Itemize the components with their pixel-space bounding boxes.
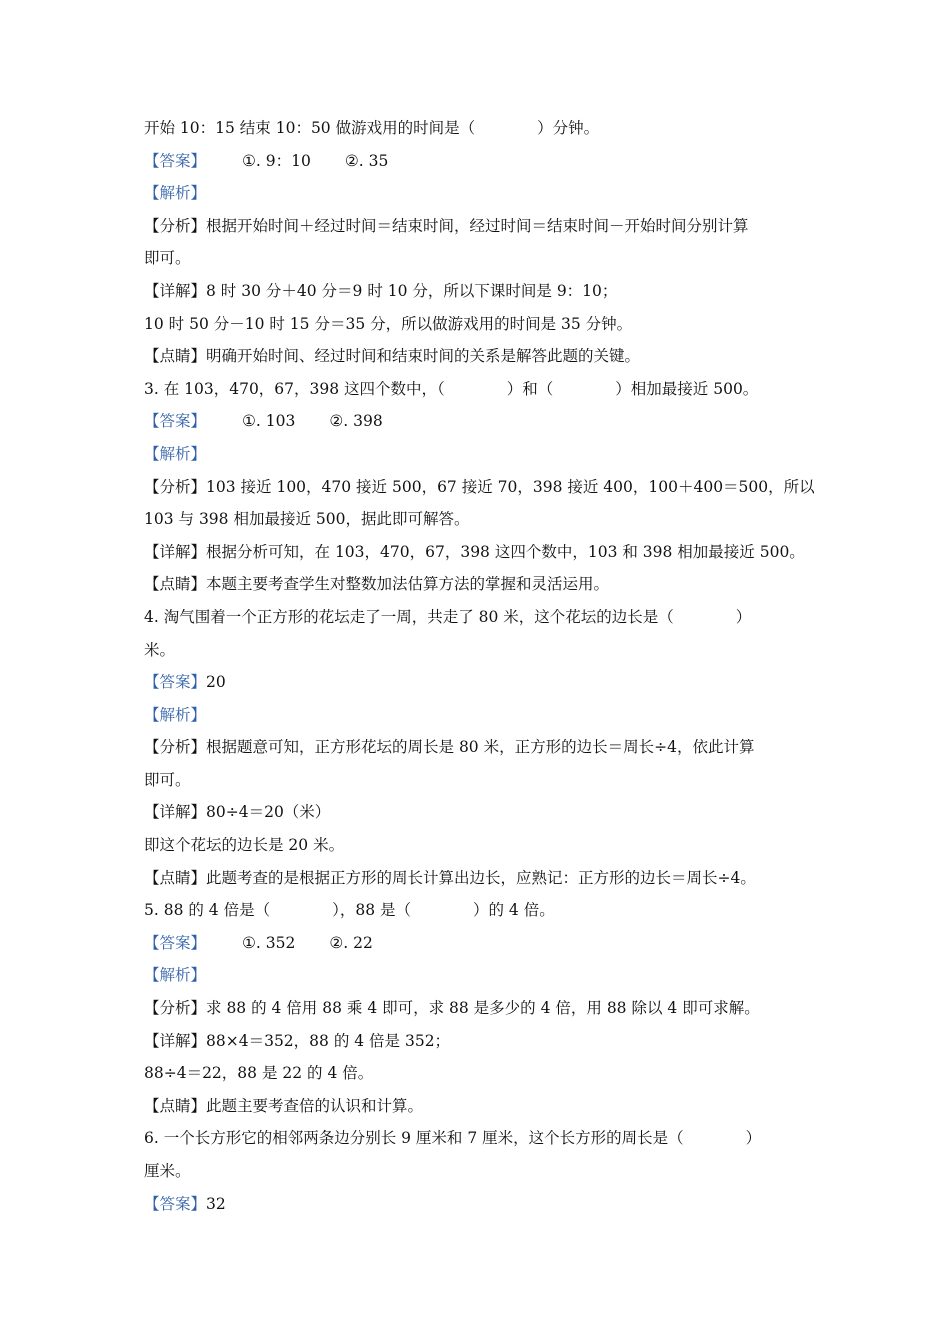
q4-fenxi-2: 即可。 xyxy=(144,770,191,789)
q2-xiangjie-2: 10 时 50 分－10 时 15 分＝35 分，所以做游戏用的时间是 35 分钟。 xyxy=(144,314,633,333)
dianjing-label: 【点睛】 xyxy=(144,575,207,594)
xiangjie-label: 【详解】 xyxy=(144,1031,207,1050)
xiangjie-text: 根据分析可知，在 103，470，67，398 这四个数中，103 和 398 相加最接近 500。 xyxy=(206,542,805,561)
q2-xiangjie-1 xyxy=(144,275,824,308)
q5-answer xyxy=(144,927,824,960)
answer-value: 20 xyxy=(206,673,226,692)
xiangjie-label: 【详解】 xyxy=(144,803,207,822)
dianjing-label: 【点睛】 xyxy=(144,347,207,366)
answer-label: 【答案】 xyxy=(144,1194,207,1213)
page-content xyxy=(144,112,824,1220)
fenxi-label: 【分析】 xyxy=(144,999,207,1018)
answer-value-1: ①. 9：10 xyxy=(242,151,311,170)
q3-fenxi-1 xyxy=(144,471,824,504)
q5-analysis-heading: 【解析】 xyxy=(144,966,207,985)
q5-question: 5. 88 的 4 倍是（ ），88 是（ ）的 4 倍。 xyxy=(144,901,555,920)
xiangjie-text: 88×4＝352，88 的 4 倍是 352； xyxy=(206,1031,451,1050)
q4-dianjing xyxy=(144,862,824,895)
q2-fenxi-2: 即可。 xyxy=(144,249,191,268)
q3-fenxi-2: 103 与 398 相加最接近 500，据此即可解答。 xyxy=(144,510,470,529)
q4-fenxi-1 xyxy=(144,731,824,764)
dianjing-text: 此题考查的是根据正方形的周长计算出边长，应熟记：正方形的边长＝周长÷4。 xyxy=(206,868,756,887)
dianjing-text: 此题主要考查倍的认识和计算。 xyxy=(206,1096,424,1115)
answer-label: 【答案】 xyxy=(144,933,207,952)
q4-answer xyxy=(144,666,824,699)
dianjing-text: 明确开始时间、经过时间和结束时间的关系是解答此题的关键。 xyxy=(206,347,641,366)
answer-value-1: ①. 352 xyxy=(242,933,296,952)
q3-dianjing xyxy=(144,568,824,601)
answer-value: 32 xyxy=(206,1194,226,1213)
q2-answer xyxy=(144,145,824,178)
fenxi-text: 根据开始时间＋经过时间＝结束时间，经过时间＝结束时间－开始时间分别计算 xyxy=(206,216,749,235)
q6-question-2: 厘米。 xyxy=(144,1162,191,1180)
q4-question-2: 米。 xyxy=(144,640,176,659)
fenxi-label: 【分析】 xyxy=(144,216,207,235)
xiangjie-text: 8 时 30 分＋40 分＝9 时 10 分，所以下课时间是 9：10； xyxy=(206,281,618,300)
fenxi-label: 【分析】 xyxy=(144,738,207,757)
dianjing-label: 【点睛】 xyxy=(144,1096,207,1115)
q5-xiangjie-1 xyxy=(144,1025,824,1058)
q4-xiangjie-2: 即这个花坛的边长是 20 米。 xyxy=(144,836,345,855)
answer-label: 【答案】 xyxy=(144,151,207,170)
q4-question-1: 4. 淘气围着一个正方形的花坛走了一周，共走了 80 米，这个花坛的边长是（ ） xyxy=(144,607,752,626)
xiangjie-label: 【详解】 xyxy=(144,542,207,561)
dianjing-text: 本题主要考查学生对整数加法估算方法的掌握和灵活运用。 xyxy=(206,575,610,594)
answer-value-2: ②. 22 xyxy=(329,933,373,952)
q3-xiangjie-1 xyxy=(144,536,824,569)
answer-value-2: ②. 35 xyxy=(344,151,389,170)
fenxi-label: 【分析】 xyxy=(144,477,207,496)
fenxi-text: 103 接近 100，470 接近 500，67 接近 70，398 接近 400，100＋400＝500，所以 xyxy=(206,477,815,496)
q5-fenxi-1 xyxy=(144,992,824,1025)
q2-question: 开始 10：15 结束 10：50 做游戏用的时间是（ ）分钟。 xyxy=(144,119,600,137)
q4-xiangjie-1 xyxy=(144,796,824,829)
answer-value-2: ②. 398 xyxy=(329,412,383,431)
q5-xiangjie-2: 88÷4＝22，88 是 22 的 4 倍。 xyxy=(144,1064,374,1083)
q5-dianjing xyxy=(144,1090,824,1123)
q2-analysis-heading: 【解析】 xyxy=(144,184,207,203)
q2-dianjing xyxy=(144,340,824,373)
q2-fenxi-1 xyxy=(144,210,824,243)
fenxi-text: 求 88 的 4 倍用 88 乘 4 即可，求 88 是多少的 4 倍，用 88 除以 4 即可求解。 xyxy=(206,999,760,1018)
q6-answer xyxy=(144,1188,824,1221)
q3-question: 3. 在 103，470，67，398 这四个数中，（ ）和（ ）相加最接近 500。 xyxy=(144,379,759,398)
xiangjie-text: 80÷4＝20（米） xyxy=(206,803,331,822)
q6-question-1: 6. 一个长方形它的相邻两条边分别长 9 厘米和 7 厘米，这个长方形的周长是（ ） xyxy=(144,1129,762,1148)
answer-label: 【答案】 xyxy=(144,412,207,431)
fenxi-text: 根据题意可知，正方形花坛的周长是 80 米，正方形的边长＝周长÷4，依此计算 xyxy=(206,738,755,757)
q4-analysis-heading: 【解析】 xyxy=(144,705,207,724)
answer-label: 【答案】 xyxy=(144,673,207,692)
xiangjie-label: 【详解】 xyxy=(144,281,207,300)
q3-answer xyxy=(144,405,824,438)
answer-value-1: ①. 103 xyxy=(242,412,296,431)
dianjing-label: 【点睛】 xyxy=(144,868,207,887)
q3-analysis-heading: 【解析】 xyxy=(144,444,207,463)
